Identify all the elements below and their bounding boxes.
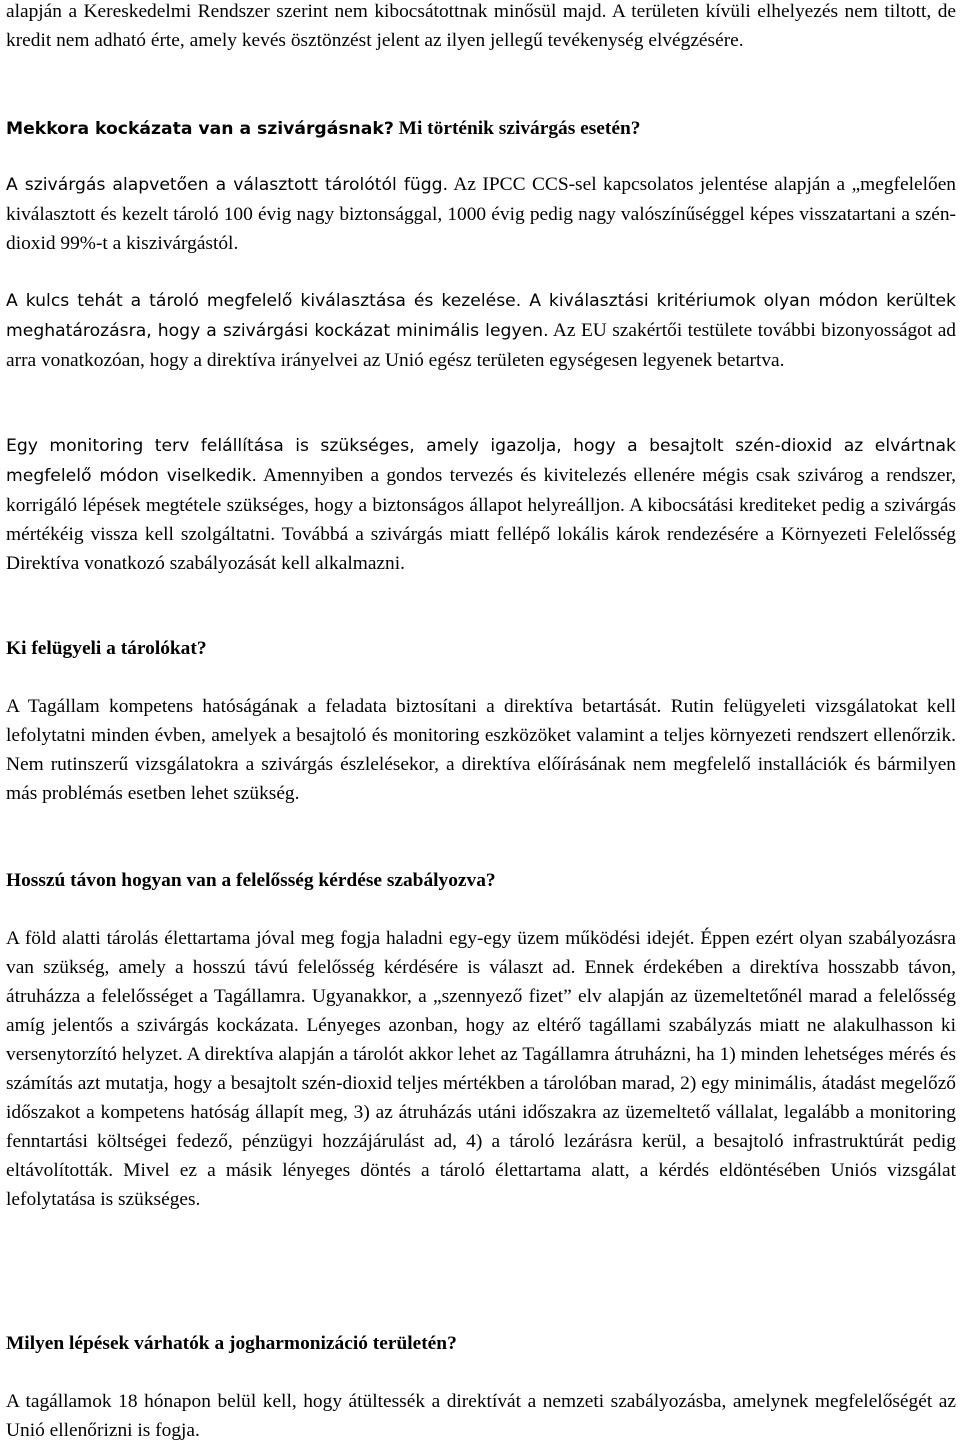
paragraph-monitoring-plan-sentence-2: Amennyiben a gondos tervezés és kivitelezés ellenére mégis csak szivárog a rendszer, korrigáló lépések megtétele szükséges, hogy a biztonságos állapot helyreálljon. A kibocsátási krediteket pedig a szivárgás mértékéig vissza kell szolgáltatni. Továbbá a szivárgás miatt fellépő lokális károk rendezésére a Környezeti Felelősség Direktíva vonatkozó szabályozását kell alkalmazni. (6, 465, 956, 574)
paragraph-leak-storage (6, 170, 956, 258)
paragraph-leak-selection-sentence-1: A kulcs tehát a tároló megfelelő kiválasztása és kezelése. (6, 291, 522, 311)
paragraph-long-term-liability: A föld alatti tárolás élettartama jóval meg fogja haladni egy-egy üzem működési idejét. Éppen ezért olyan szabályozásra van szükség, amely a hosszú távú felelősség kérdésére is választ ad. Ennek érdekében a direktíva hosszabb távon, átruházza a felelősséget a Tagállamra. Ugyanakkor, a „szennyező fizet” elv alapján az üzemeltetőnél marad a felelősség amíg jelentős a szivárgás kockázata. Lényeges azonban, hogy az eltérő tagállami szabályzás miatt ne alakulhasson ki versenytorzító helyzet. A direktíva alapján a tárolót akkor lehet az Tagállamra átruházni, ha 1) minden lehetséges mérés és számítás azt mutatja, hogy a besajtolt szén-dioxid teljes mértékben a tárolóban marad, 2) egy minimális, átadást megelőző időszakot a kompetens hatóság állapít meg, 3) az átruházás utáni időszakra az üzemeltető vállalat, legalább a monitoring fenntartási költségei fedező, pénzügyi hozzájárulást ad, 4) a tároló lezárásra kerül, a besajtoló infrastruktúrát pedig eltávolították. Mivel ez a másik lényeges döntés a tároló élettartama alatt, a kérdés eldöntésében Uniós vizsgálat lefolytatása is szükséges. (6, 928, 956, 1210)
paragraph-leak-selection-sentence-3: Az EU szakértői testülete további bizonyosságot ad arra vonatkozóan, hogy a direktíva irányelvei az Unió egész területen egységesen legyenek betartva. (6, 320, 956, 371)
paragraph-monitoring-plan (6, 431, 956, 578)
paragraph-leak-storage-sentence-2: Az IPCC CCS-sel kapcsolatos jelentése alapján a „megfelelően kiválasztott és kezelt tároló 100 évig nagy biztonsággal, 1000 évig pedig nagy valószínűséggel képes visszatartani a szén-dioxid 99%-t a kiszivárgástól. (6, 174, 956, 254)
heading-leak-risk-part-1: Mekkora kockázata van a szivárgásnak? (6, 119, 394, 139)
paragraph-harmonization: A tagállamok 18 hónapon belül kell, hogy átültessék a direktívát a nemzeti szabályozásba, amelynek megfelelőségét az Unió ellenőrizni is fogja. (6, 1391, 956, 1441)
paragraph-leak-selection-sentence-2: A kiválasztási kritériumok olyan módon kerültek meghatározásra, hogy a szivárgási kockázat minimális legyen. (6, 291, 956, 341)
paragraph-leak-storage-sentence-1: A szivárgás alapvetően a választott tárolótól függ. (6, 175, 449, 195)
paragraph-intro-sentence-1: alapján a Kereskedelmi Rendszer szerint nem kibocsátottnak minősül majd. (6, 1, 607, 22)
paragraph-intro (6, 0, 956, 55)
paragraph-supervision: A Tagállam kompetens hatóságának a feladata biztosítani a direktíva betartását. Rutin felügyeleti vizsgálatokat kell lefolytatni minden évben, amelyek a besajtoló és monitoring eszközöket valamint a teljes környezeti rendszert ellenőrzik. Nem rutinszerű vizsgálatokra a szivárgás észlelésekor, a direktíva előírásának nem megfelelő installációk és bármilyen más problémás esetben lehet szükség. (6, 696, 956, 804)
paragraph-leak-selection (6, 286, 956, 375)
heading-leak-risk-part-2: Mi történik szivárgás esetén? (393, 118, 641, 139)
paragraph-monitoring-plan-sentence-1: Egy monitoring terv felállítása is szükséges, amely igazolja, hogy a besajtolt szén-dioxid az elvártnak megfelelő módon viselkedik. (6, 436, 956, 486)
heading-supervision: Ki felügyeli a tárolókat? (6, 638, 207, 659)
heading-harmonization: Milyen lépések várhatók a jogharmonizáció területén? (6, 1333, 457, 1354)
heading-leak-risk (6, 113, 956, 144)
paragraph-intro-sentence-2: A területen kívüli elhelyezés nem tiltott, de kredit nem adható érte, amely kevés ösztönzést jelent az ilyen jellegű tevékenység elvégzésére. (6, 1, 957, 51)
heading-long-term-liability: Hosszú távon hogyan van a felelősség kérdése szabályozva? (6, 870, 496, 891)
